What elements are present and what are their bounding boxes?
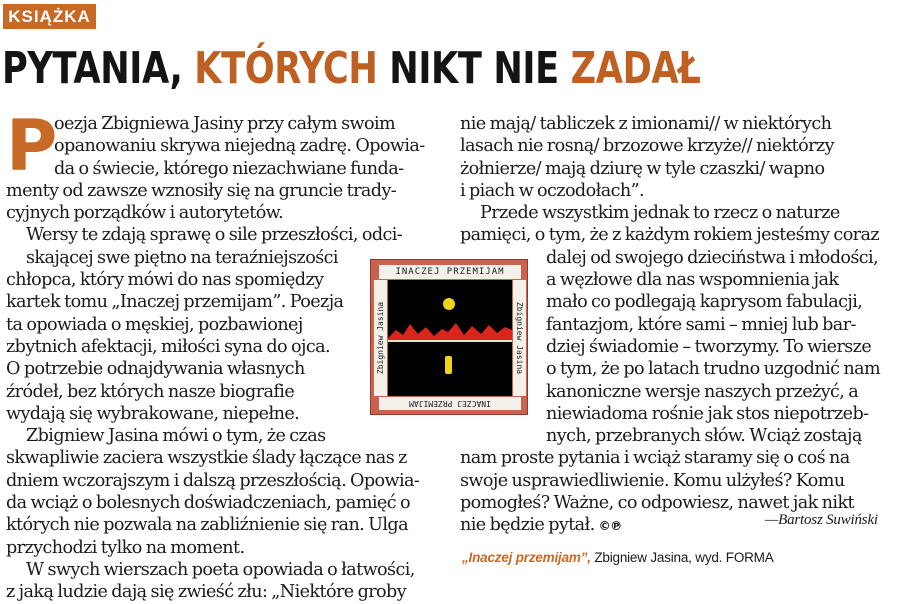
section-tag: KSIĄŻKA — [3, 4, 96, 29]
horizon-line — [388, 340, 512, 342]
text-line: nych, przebranych słów. Wciąż zostają — [546, 426, 862, 447]
caption-book-title: „Inaczej przemijam”, — [462, 550, 591, 565]
text-line: O potrzebie odnajdywania własnych — [6, 359, 305, 380]
book-caption — [462, 548, 898, 568]
text-line: pomogłeś? Ważne, co odpowiesz, nawet jak nikt — [460, 493, 854, 514]
text-line: da wciąż o bolesnych doświadczeniach, pamięć o — [6, 493, 410, 514]
cover-art-svg — [388, 280, 512, 396]
cover-bottom-title: INACZEJ PRZEMIJAM — [379, 397, 521, 410]
text-line: dziej świadomie – tworzymy. To wiersze — [546, 336, 872, 357]
cover-left-strip — [374, 280, 387, 396]
text-line: fantazjom, które sami – mniej lub bar- — [546, 314, 856, 335]
text-line: nam proste pytania i wciąż staramy się o coś na — [460, 448, 850, 469]
sun-shape — [443, 298, 455, 310]
author-credit: —Bartosz Suwiński — [765, 512, 878, 528]
caption-details: Zbigniew Jasina, wyd. FORMA — [590, 550, 774, 565]
text-line: dniem wczorajszym i dalszą przeszłością. Opowia- — [6, 470, 420, 491]
headline-accent-1: KTÓRYCH — [194, 43, 378, 94]
text-line: niewiadoma rośnie jak stos niepotrzeb- — [546, 403, 869, 424]
text-line: których nie pozwala na zabliźnienie się ran. Ulga — [6, 515, 408, 536]
end-mark: ©℗ — [598, 519, 622, 534]
text-line: nie mają/ tabliczek z imionami// w niektórych — [460, 114, 832, 134]
cover-artwork — [388, 280, 512, 396]
text-line: cyjnych porządków i autorytetów. — [6, 203, 284, 224]
drop-cap: P — [6, 105, 58, 187]
headline-part-2: NIKT NIE — [377, 43, 571, 94]
text-line: mało co podlegają kaprysom fabulacji, — [546, 292, 863, 313]
headline — [2, 42, 719, 96]
final-sentence: nie będzie pytał. — [460, 515, 595, 536]
text-line: opanowaniu skrywa niejedną zadrę. Opowia- — [54, 136, 425, 157]
text-line: oezja Zbigniewa Jasiny przy całym swoim — [54, 114, 396, 134]
headline-part-1: PYTANIA, — [2, 43, 195, 94]
text-line: skwapliwie zaciera wszystkie ślady łączące nas z — [6, 448, 407, 469]
text-line: i piach w oczodołach”. — [460, 180, 644, 201]
text-line: skającej swe piętno na teraźniejszości — [26, 247, 338, 268]
text-line: żołnierze/ mają dziurę w tyle czaszki/ wapno — [460, 158, 825, 179]
text-line: kartek tomu „Inaczej przemijam”. Poezja — [6, 292, 344, 313]
cover-right-strip — [513, 280, 526, 396]
text-line: Zbigniew Jasina mówi o tym, że czas — [26, 426, 326, 447]
text-line: Przede wszystkim jednak to rzecz o naturze — [480, 203, 840, 224]
text-line: przychodzi tylko na moment. — [6, 537, 245, 558]
text-line: Wersy te zdają sprawę o sile przeszłości, odci- — [26, 225, 403, 246]
text-line: da o świecie, którego niezachwiane funda- — [54, 158, 404, 179]
text-line: swoje usprawiedliwienie. Komu ulżyłeś? Komu — [460, 470, 845, 491]
text-line: menty od zawsze wznosiły się na gruncie trady- — [6, 180, 397, 201]
text-line: zbytnich afektacji, miłości syna do ojca. — [6, 336, 330, 357]
book-cover-image — [370, 259, 528, 415]
text-line: a węzłowe dla nas wspomnienia jak — [546, 270, 839, 291]
text-line: ta opowiada o męskiej, pozbawionej — [6, 314, 303, 335]
text-line: kanoniczne wersje naszych przeżyć, a — [546, 381, 859, 402]
headline-accent-2: ZADAŁ — [570, 43, 701, 94]
cover-author-right: Zbigniew Jasina — [515, 301, 524, 375]
sun-reflection-shape — [445, 356, 452, 374]
text-line: dalej od swojego dzieciństwa i młodości, — [546, 247, 879, 268]
text-line: lasach nie rosną/ brzozowe krzyże// niektórzy — [460, 136, 834, 157]
text-line: o tym, że po latach trudno uzgodnić nam — [546, 359, 881, 380]
text-line: W swych wierszach poeta opowiada o łatwości, — [26, 559, 415, 580]
text-line: chłopca, który mówi do nas spomiędzy — [6, 270, 324, 291]
cover-author-left: Zbigniew Jasina — [376, 301, 385, 375]
text-line: wydają się wybrakowane, niepełne. — [6, 403, 300, 424]
cover-title: INACZEJ PRZEMIJAM — [379, 265, 521, 279]
text-line: z jaką ludzie dają się zwieść złu: „Niektóre groby — [6, 582, 407, 603]
text-line: źródeł, bez których nasze biografie — [6, 381, 295, 402]
text-line: pamięci, o tym, że z każdym rokiem jesteśmy coraz — [460, 225, 880, 246]
